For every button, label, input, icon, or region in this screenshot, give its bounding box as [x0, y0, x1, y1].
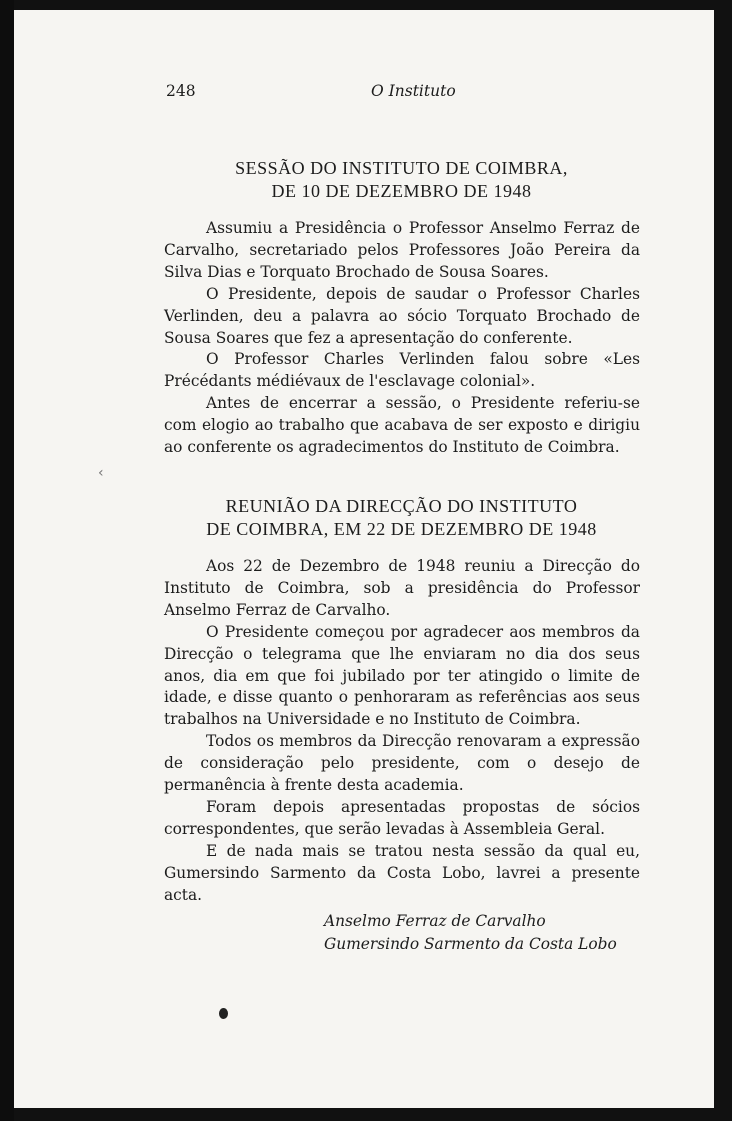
page-number: 248: [166, 82, 196, 100]
section2-paragraph: Foram depois apresentadas propostas de sócios correspondentes, que serão levadas à Assembleia Geral.: [164, 797, 640, 838]
section2-paragraph: O Presidente começou por agradecer aos membros da Direcção o telegrama que lhe enviaram no dia dos seus anos, dia em que foi jubilado por ter atingido o limite de idade, e disse quanto o penhoraram as referências aos seus trabalhos na Universidade e no Instituto de Coimbra.: [164, 622, 640, 729]
journal-title: O Instituto: [371, 82, 456, 100]
section1-paragraph: Antes de encerrar a sessão, o Presidente referiu-se com elogio ao trabalho que acabava de ser exposto e dirigiu ao conferente os agradecimentos do Instituto de Coimbra.: [164, 394, 640, 457]
section2-paragraph: Todos os membros da Direcção renovaram a expressão de consideração pelo presidente, com o desejo de permanência à frente desta academia.: [164, 732, 640, 795]
section1-title-line1: SESSÃO DO INSTITUTO DE COIMBRA,: [235, 158, 568, 178]
document-page: [14, 10, 714, 1108]
section2-paragraph: E de nada mais se tratou nesta sessão da qual eu, Gumersindo Sarmento da Costa Lobo, lavrei a presente acta.: [164, 841, 640, 904]
section1-paragraph: O Presidente, depois de saudar o Professor Charles Verlinden, deu a palavra ao sócio Torquato Brochado de Sousa Soares que fez a apresentação do conferente.: [164, 284, 640, 347]
section2-title-line1: REUNIÃO DA DIRECÇÃO DO INSTITUTO: [225, 496, 578, 516]
section1-title: [159, 157, 644, 203]
section1-body: [164, 218, 640, 459]
section1-title-line2: DE 10 DE DEZEMBRO DE 1948: [271, 181, 532, 201]
section2-title: [159, 495, 644, 541]
signature-1: Anselmo Ferraz de Carvalho: [324, 912, 546, 930]
section2-body: [164, 556, 640, 907]
section2-paragraph: Aos 22 de Dezembro de 1948 reuniu a Direcção do Instituto de Coimbra, sob a presidência do Professor Anselmo Ferraz de Carvalho.: [164, 557, 640, 619]
signature-block: [324, 910, 644, 956]
scan-edge: [0, 0, 14, 1121]
signature-2: Gumersindo Sarmento da Costa Lobo: [324, 935, 617, 953]
section2-title-line2: DE COIMBRA, EM 22 DE DEZEMBRO DE 1948: [206, 519, 597, 539]
section1-paragraph: O Professor Charles Verlinden falou sobre «Les Précédants médiévaux de l'esclavage colonial».: [164, 350, 640, 391]
scan-margin-mark: ‹: [98, 465, 104, 481]
section1-paragraph: Assumiu a Presidência o Professor Anselmo Ferraz de Carvalho, secretariado pelos Professores João Pereira da Silva Dias e Torquato Brochado de Sousa Soares.: [164, 219, 640, 281]
ink-blot: [219, 1008, 228, 1019]
